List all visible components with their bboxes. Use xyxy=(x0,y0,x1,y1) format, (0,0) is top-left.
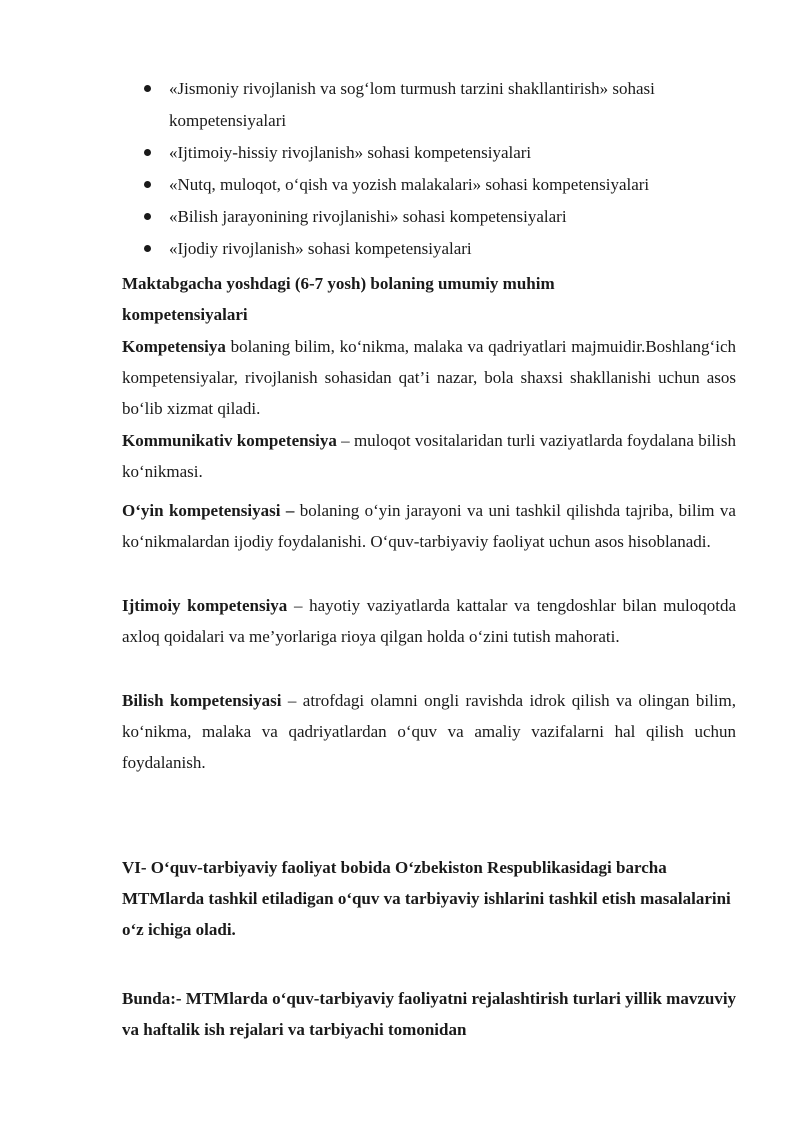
list-item xyxy=(140,233,740,265)
bullet-icon xyxy=(144,213,151,220)
definition-text: – muloqot vositalaridan turli vaziyatlarda foydalana bilish ko‘nikmasi. xyxy=(122,431,736,481)
bullet-icon xyxy=(144,149,151,156)
list-item xyxy=(140,73,740,137)
list-item-text: «Ijodiy rivojlanish» sohasi kompetensiyalari xyxy=(169,239,472,258)
list-item-text: «Nutq, muloqot, o‘qish va yozish malakalari» sohasi kompetensiyalari xyxy=(169,175,650,194)
definition-term: Bilish kompetensiyasi xyxy=(122,691,282,710)
definition-paragraph xyxy=(122,331,736,424)
list-item-text: «Jismoniy rivojlanish va sog‘lom turmush tarzini shakllantirish» sohasi kompetensiyalari xyxy=(169,79,655,130)
definition-paragraph xyxy=(122,425,736,487)
list-item-text: «Ijtimoiy-hissiy rivojlanish» sohasi kompetensiyalari xyxy=(169,143,532,162)
definition-text: bolaning o‘yin jarayoni va uni tashkil qilishda tajriba, bilim va ko‘nikmalardan ijodiy foydalanishi. O‘quv-tarbiyaviy faoliyat uchun asos hisoblanadi. xyxy=(122,501,736,551)
bullet-icon xyxy=(144,85,151,92)
definition-text: – hayotiy vaziyatlarda kattalar va tengdoshlar bilan muloqotda axloq qoidalari va me’yorlariga rioya qilgan holda o‘zini tutish mahorati. xyxy=(122,596,736,646)
list-item xyxy=(140,169,740,201)
section-vi-heading: VI- O‘quv-tarbiyaviy faoliyat bobida O‘zbekiston Respublikasidagi barcha MTMlarda tashkil etiladigan o‘quv va tarbiyaviy ishlarini tashkil etish masalalarini o‘z ichiga oladi. xyxy=(122,858,731,939)
definition-text: – atrofdagi olamni ongli ravishda idrok qilish va olingan bilim, ko‘nikma, malaka va qadriyatlardan o‘quv va amaliy vazifalarni hal qilish uchun foydalanish. xyxy=(122,691,736,772)
definition-term: Kompetensiya xyxy=(122,337,226,356)
definition-paragraph xyxy=(122,495,736,557)
definition-term: O‘yin kompetensiyasi – xyxy=(122,501,295,520)
subheading: Maktabgacha yoshdagi (6-7 yosh) bolaning umumiy muhim kompetensiyalari xyxy=(122,274,555,324)
definition-term: Kommunikativ kompetensiya xyxy=(122,431,337,450)
list-item xyxy=(140,137,740,169)
definition-text: bolaning bilim, ko‘nikma, malaka va qadriyatlari majmuidir.Boshlang‘ich kompetensiyalar, rivojlanish sohasidan qat’i nazar, bola shaxsi shakllanishi uchun asos bo‘lib xizmat qiladi. xyxy=(122,337,736,418)
competency-area-list xyxy=(140,73,740,265)
list-item xyxy=(140,201,740,233)
definition-paragraph xyxy=(122,685,736,778)
definition-paragraph xyxy=(122,590,736,652)
bunda-paragraph: Bunda:- MTMlarda o‘quv-tarbiyaviy faoliyatni rejalashtirish turlari yillik mavzuviy va haftalik ish rejalari va tarbiyachi tomonidan xyxy=(122,989,737,1039)
definition-term: Ijtimoiy kompetensiya xyxy=(122,596,288,615)
list-item-text: «Bilish jarayonining rivojlanishi» sohasi kompetensiyalari xyxy=(169,207,567,226)
bullet-icon xyxy=(144,245,151,252)
bullet-icon xyxy=(144,181,151,188)
